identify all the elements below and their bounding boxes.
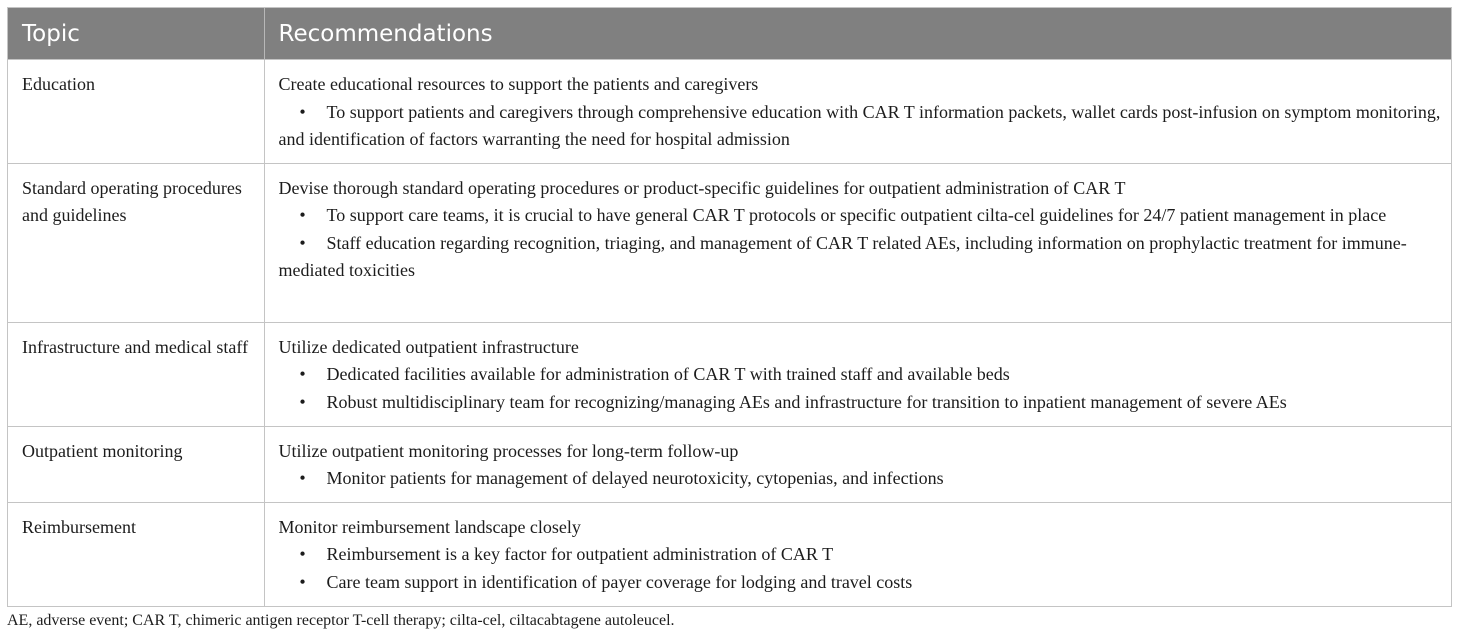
- bullet-text: Care team support in identification of payer coverage for lodging and travel costs: [326, 571, 913, 592]
- header-recommendations: Recommendations: [264, 8, 1451, 60]
- bullet-text: Staff education regarding recognition, triaging, and management of CAR T related AEs, including information on prophylactic treatment for immune-mediated toxicities: [278, 232, 1407, 280]
- row-recommendation: [264, 163, 1451, 322]
- bullet-text: Robust multidisciplinary team for recognizing/managing AEs and infrastructure for transition to inpatient management of severe AEs: [326, 391, 1287, 412]
- bullet-icon: •: [299, 232, 306, 253]
- bullet-icon: •: [299, 101, 306, 122]
- row-recommendation: [264, 60, 1451, 164]
- bullet-icon: •: [299, 364, 306, 384]
- table-row: [8, 163, 1451, 322]
- recommendation-lead: Utilize dedicated outpatient infrastructure: [278, 336, 579, 357]
- bullet-icon: •: [299, 544, 306, 564]
- row-topic: Outpatient monitoring: [8, 426, 264, 502]
- recommendation-bullet: [279, 230, 1442, 285]
- recommendation-bullet: [279, 541, 1442, 569]
- recommendation-bullet: [279, 361, 1442, 389]
- recommendation-lead: Devise thorough standard operating procedures or product-specific guidelines for outpatient administration of CAR T: [278, 177, 1126, 198]
- row-recommendation: [264, 502, 1451, 606]
- table-row: [8, 502, 1451, 606]
- row-topic: Education: [8, 60, 264, 164]
- header-topic: Topic: [8, 8, 264, 60]
- row-recommendation: [264, 426, 1451, 502]
- recommendations-table: [7, 7, 1452, 607]
- row-topic: Reimbursement: [8, 502, 264, 606]
- row-recommendation: [264, 322, 1451, 426]
- recommendation-lead: Monitor reimbursement landscape closely: [278, 516, 581, 537]
- recommendation-lead: Utilize outpatient monitoring processes for long-term follow-up: [278, 440, 739, 461]
- table-row: [8, 426, 1451, 502]
- table-footnote: AE, adverse event; CAR T, chimeric antigen receptor T-cell therapy; cilta-cel, ciltacabtagene autoleucel.: [7, 612, 675, 629]
- table-header-row: [8, 8, 1451, 60]
- table-row: [8, 322, 1451, 426]
- recommendation-bullet: [279, 465, 1442, 493]
- bullet-icon: •: [299, 205, 306, 225]
- bullet-text: To support care teams, it is crucial to have general CAR T protocols or specific outpatient cilta-cel guidelines for 24/7 patient management in place: [326, 205, 1387, 225]
- bullet-icon: •: [299, 391, 306, 412]
- recommendation-bullet: [279, 389, 1442, 417]
- bullet-text: Reimbursement is a key factor for outpatient administration of CAR T: [326, 544, 834, 564]
- bullet-icon: •: [299, 468, 306, 488]
- table-row: [8, 60, 1451, 164]
- recommendation-bullet: [279, 202, 1442, 230]
- recommendation-bullet: [279, 569, 1442, 597]
- recommendation-lead: Create educational resources to support the patients and caregivers: [278, 74, 759, 94]
- recommendation-bullet: [279, 99, 1442, 154]
- bullet-text: Dedicated facilities available for administration of CAR T with trained staff and available beds: [326, 364, 1010, 384]
- row-topic: Infrastructure and medical staff: [8, 322, 264, 426]
- row-topic: Standard operating procedures and guidelines: [8, 163, 264, 322]
- bullet-text: Monitor patients for management of delayed neurotoxicity, cytopenias, and infections: [326, 468, 944, 488]
- bullet-text: To support patients and caregivers through comprehensive education with CAR T information packets, wallet cards post-infusion on symptom monitoring, and identification of factors warranting the need for hospital admission: [278, 101, 1441, 149]
- bullet-icon: •: [299, 571, 306, 592]
